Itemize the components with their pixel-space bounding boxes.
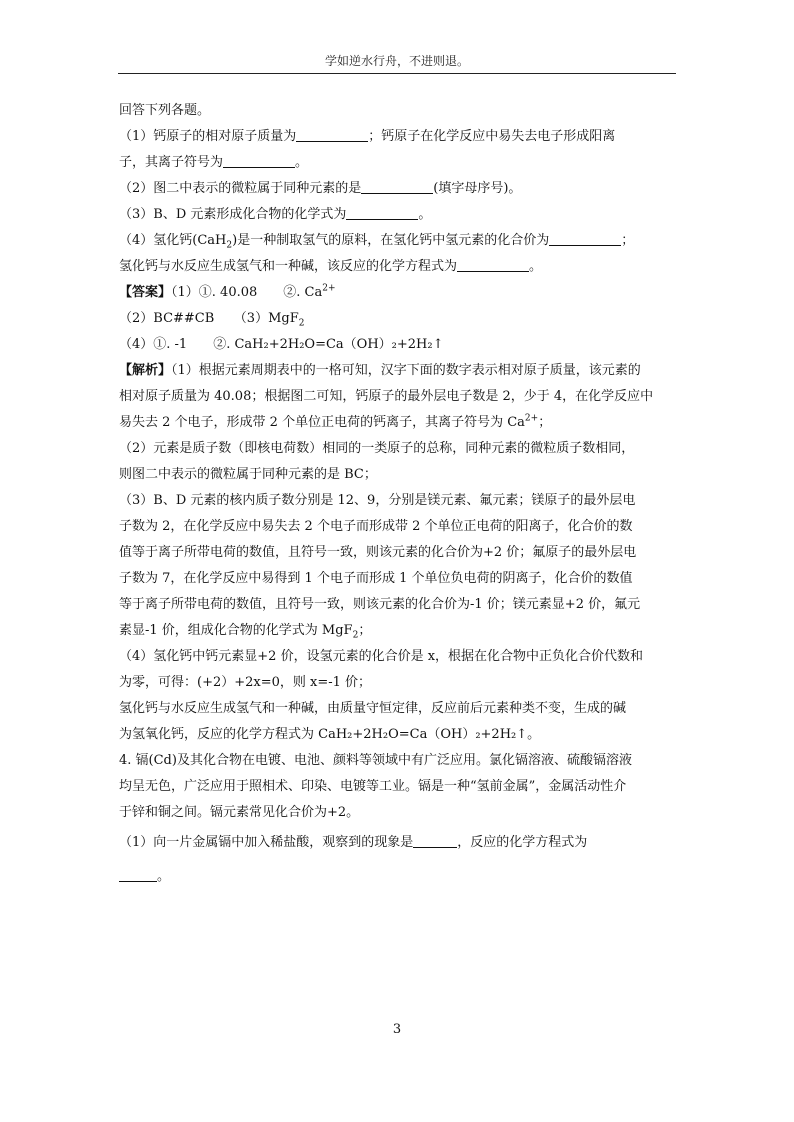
answer-blank[interactable]: [119, 867, 157, 882]
analysis-line12: （4）氢化钙中钙元素显+2 价，设氢元素的化合价是 x，根据在化合物中正负化合价代数和: [119, 649, 644, 664]
answer-blank[interactable]: [361, 179, 433, 194]
analysis-line9: 子数为 7，在化学反应中易得到 1 个电子而形成 1 个单位负电荷的阴离子，化合价的数值: [119, 571, 633, 586]
answer-blank[interactable]: [296, 127, 368, 142]
q4-part1-line1: （1）向一片金属镉中加入稀盐酸，观察到的现象是 ，反应的化学方程式为: [119, 835, 588, 850]
page-header: 学如逆水行舟，不进则退。: [324, 54, 469, 68]
analysis-label: 【解析】: [119, 363, 172, 378]
q3-intro: 回答下列各题。: [119, 103, 211, 118]
answer-blank[interactable]: [413, 833, 457, 848]
analysis-line8: 值等于离子所带电荷的数值，且符号一致，则该元素的化合价为+2 价；氟原子的最外层电: [119, 545, 637, 560]
analysis-line10: 等于离子所带电荷的数值，且符号一致，则该元素的化合价为-1 价；镁元素显+2 价，氟元: [119, 597, 641, 612]
analysis-line1: 【解析】（1）根据元素周期表中的一格可知，汉字下面的数字表示相对原子质量，该元素的: [119, 363, 641, 378]
analysis-line6: （3）B、D 元素的核内质子数分别是 12、9，分别是镁元素、氟元素；镁原子的最外层电: [119, 493, 636, 508]
q4-line2: 均呈无色，广泛应用于照相术、印染、电镀等工业。镉是一种“氢前金属”，金属活动性介: [119, 779, 627, 794]
answer-label: 【答案】: [119, 285, 172, 300]
q3-part2: （2）图二中表示的微粒属于同种元素的是 (填字母序号)。: [119, 181, 522, 196]
analysis-line11: 素显-1 价，组成化合物的化学式为 MgF$_2$；: [119, 623, 372, 641]
q4-part1-line2: 。: [119, 864, 677, 890]
analysis-line14: 氢化钙与水反应生成氢气和一种碱，由质量守恒定律，反应前后元素种类不变，生成的碱: [119, 701, 627, 716]
q4-line1: 4. 镉(Cd)及其化合物在电镀、电池、颜料等领域中有广泛应用。氯化镉溶液、硫酸镉溶液: [119, 753, 632, 768]
analysis-line13: 为零，可得：(+2）+2x=0，则 x=-1 价；: [119, 675, 372, 690]
analysis-line3: 易失去 2 个电子，形成带 2 个单位正电荷的钙离子，其离子符号为 $Ca^{2+}$；: [119, 413, 552, 430]
page-number: 3: [392, 1022, 402, 1037]
q3-part1-line2: 子，其离子符号为 。: [119, 155, 309, 170]
answer-blank[interactable]: [457, 257, 529, 272]
answer-line2: （2）BC##CB （3）MgF$_2$: [119, 311, 305, 329]
q3-part3: （3）B、D 元素形成化合物的化学式为 。: [119, 207, 432, 222]
answer-line1: 【答案】（1）①. 40.08 ②. $Ca^{2+}$: [119, 283, 336, 300]
header-divider: [118, 73, 676, 74]
q3-part4-line2: 氢化钙与水反应生成氢气和一种碱，该反应的化学方程式为 。: [119, 259, 543, 274]
q3-part1-line1: （1）钙原子的相对原子质量为 ；钙原子在化学反应中易失去电子形成阳离: [119, 129, 616, 144]
answer-blank[interactable]: [549, 231, 621, 246]
answer-blank[interactable]: [346, 205, 418, 220]
document-body: [119, 98, 677, 890]
answer-line3: （4）①. -1 ②. CaH₂+2H₂O=Ca（OH）₂+2H₂↑: [119, 337, 444, 352]
q4-line3: 于锌和铜之间。镉元素常见化合价为+2。: [119, 805, 360, 820]
analysis-line5: 则图二中表示的微粒属于同种元素的是 BC；: [119, 467, 377, 482]
analysis-line15: 为氢氧化钙，反应的化学方程式为 CaH₂+2H₂O=Ca（OH）₂+2H₂↑。: [119, 727, 541, 742]
analysis-line7: 子数为 2，在化学反应中易失去 2 个电子而形成带 2 个单位正电荷的阳离子，化合价的数: [119, 519, 633, 534]
q3-part4-line1: （4）氢化钙(CaH$_2$)是一种制取氢气的原料，在氢化钙中氢元素的化合价为 ；: [119, 233, 635, 251]
analysis-line2: 相对原子质量为 40.08；根据图二可知，钙原子的最外层电子数是 2，少于 4，在化学反应中: [119, 389, 654, 404]
analysis-line4: （2）元素是质子数（即核电荷数）相同的一类原子的总称，同种元素的微粒质子数相同，: [119, 441, 635, 456]
answer-blank[interactable]: [223, 153, 295, 168]
